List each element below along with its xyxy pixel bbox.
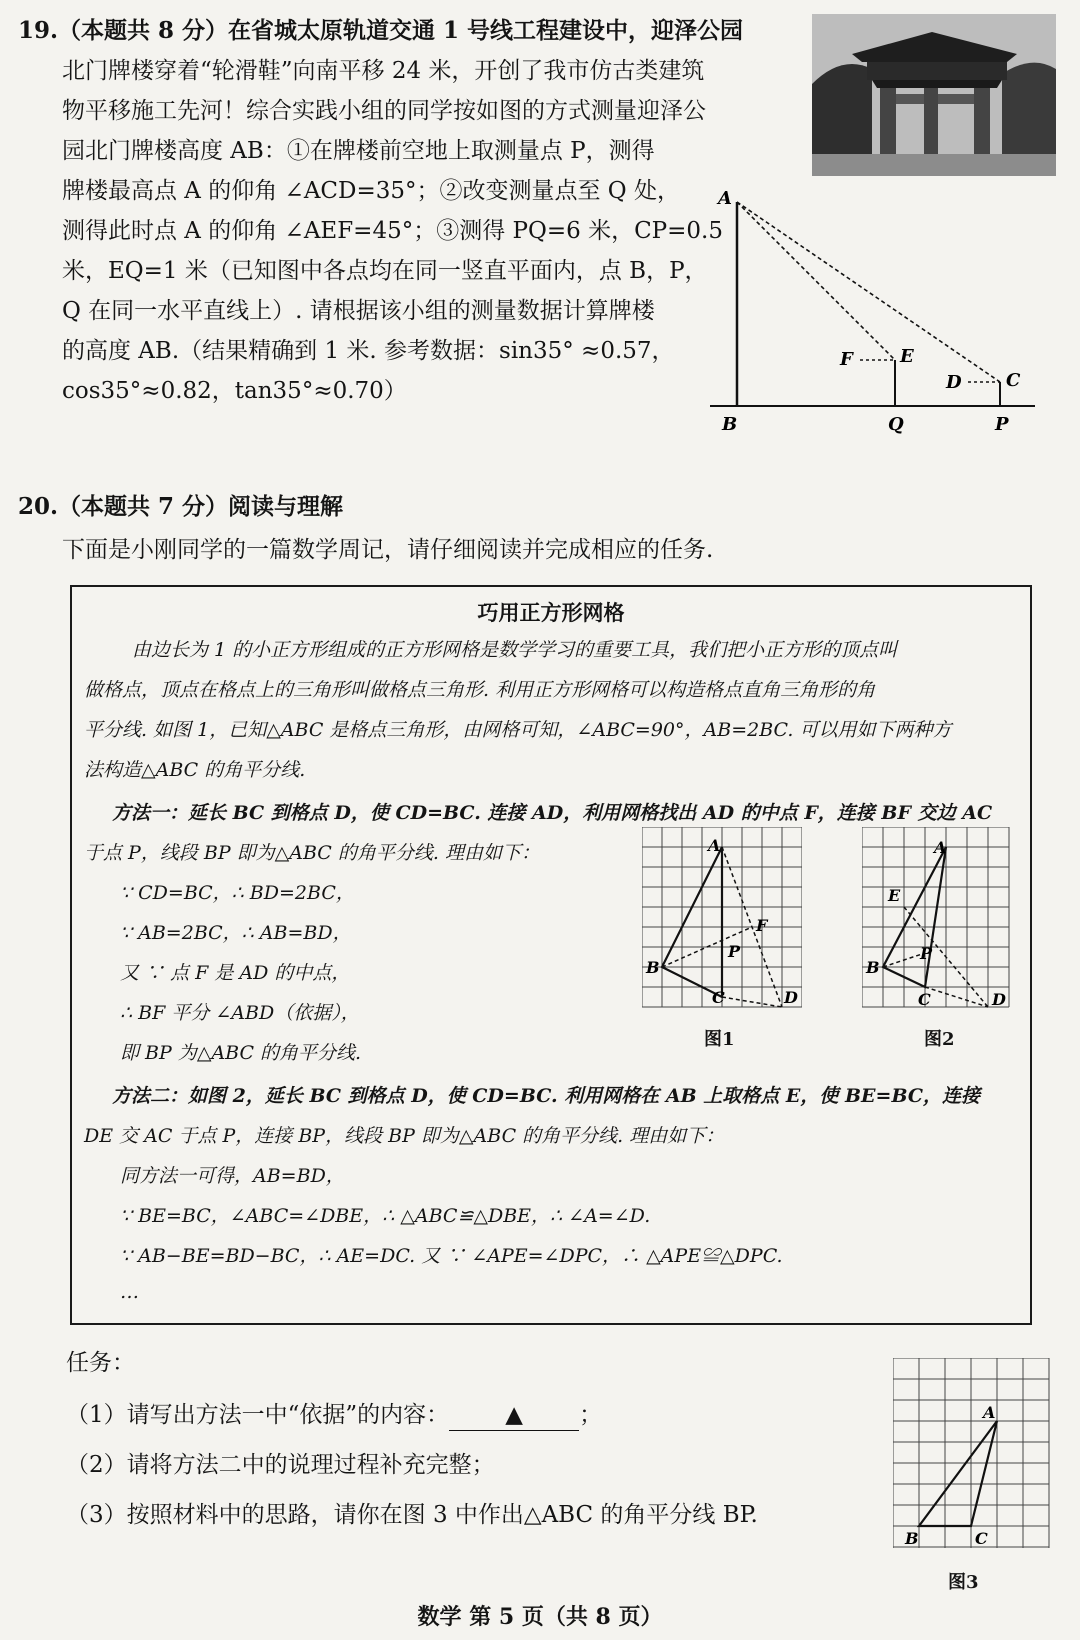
label-q: Q	[888, 414, 904, 435]
label-p: P	[995, 414, 1009, 435]
task-1-end: ；	[579, 1402, 603, 1428]
box-line-13: DE 交 AC 于点 P，连接 BP，线段 BP 即为△ABC 的角平分线. 理由如下：	[84, 1125, 725, 1147]
task-3: （3）按照材料中的思路，请你在图 3 中作出△ABC 的角平分线 BP.	[66, 1502, 758, 1528]
answer-blank[interactable]	[449, 1400, 579, 1431]
box-line-3: 平分线. 如图 1，已知△ABC 是格点三角形，由网格可知，∠ABC=90°，AB=2BC. 可以用如下两种方	[84, 719, 952, 741]
page-footer: 数学 第 5 页（共 8 页）	[417, 1604, 663, 1630]
q19-line-1: 19.（本题共 8 分）在省城太原轨道交通 1 号线工程建设中，迎泽公园	[18, 17, 744, 44]
reading-box	[70, 585, 1032, 1325]
box-line-7: ∵ CD=BC，∴ BD=2BC，	[120, 882, 355, 904]
task-1-text: （1）请写出方法一中“依据”的内容：	[66, 1402, 450, 1428]
box-line-6: 于点 P，线段 BP 即为△ABC 的角平分线. 理由如下：	[84, 842, 540, 864]
fig2-label-a: A	[934, 838, 947, 857]
fig1-label-b: B	[646, 958, 660, 977]
archway-illustration	[812, 14, 1056, 176]
fig1-label-c: C	[712, 988, 725, 1007]
fig3-label-b: B	[905, 1529, 919, 1548]
box-line-15: ∵ BE=BC，∠ABC=∠DBE，∴ △ABC≌△DBE，∴ ∠A=∠D.	[120, 1205, 651, 1227]
label-d: D	[946, 372, 962, 393]
box-line-14: 同方法一可得，AB=BD，	[120, 1165, 345, 1187]
fig3-label-a: A	[983, 1403, 996, 1422]
triangle-mark-icon: ▲	[505, 1402, 523, 1428]
figure-2-caption: 图2	[924, 1029, 955, 1050]
label-f: F	[840, 349, 853, 370]
label-b: B	[722, 414, 738, 435]
q19-line-5: 牌楼最高点 A 的仰角 ∠ACD=35°；②改变测量点至 Q 处，	[62, 178, 680, 204]
box-line-11: 即 BP 为△ABC 的角平分线.	[120, 1042, 362, 1064]
fig2-label-c: C	[918, 990, 931, 1009]
box-line-16: ∵ AB−BE=BD−BC，∴ AE=DC. 又 ∵ ∠APE=∠DPC，∴ △APE≌△DPC.	[120, 1245, 783, 1267]
fig3-label-c: C	[975, 1529, 988, 1548]
box-line-2: 做格点，顶点在格点上的三角形叫做格点三角形. 利用正方形网格可以构造格点直角三角形的角	[84, 679, 876, 701]
q19-figure	[700, 180, 1050, 440]
figure-1-caption: 图1	[704, 1029, 735, 1050]
sightline-ac	[737, 202, 1000, 382]
label-a: A	[718, 188, 732, 209]
q19-line-10: cos35°≈0.82，tan35°≈0.70）	[62, 378, 407, 404]
q19-line-2: 北门牌楼穿着“轮滑鞋”向南平移 24 米，开创了我市仿古类建筑	[62, 58, 705, 84]
q19-line-7: 米，EQ=1 米（已知图中各点均在同一竖直平面内，点 B，P，	[62, 258, 708, 284]
archway-photo	[812, 14, 1056, 176]
task-2: （2）请将方法二中的说理过程补充完整；	[66, 1452, 495, 1478]
q19-line-3: 物平移施工先河！综合实践小组的同学按如图的方式测量迎泽公	[62, 98, 706, 124]
figure-1-grid	[642, 827, 802, 1017]
fig1-label-a: A	[708, 836, 721, 855]
q19-line-8: Q 在同一水平直线上）. 请根据该小组的测量数据计算牌楼	[62, 298, 655, 324]
q19-line-6: 测得此时点 A 的仰角 ∠AEF=45°；③测得 PQ=6 米，CP=0.5	[62, 218, 723, 244]
fig1-label-f: F	[756, 916, 768, 935]
box-line-17: …	[120, 1281, 139, 1303]
task-1	[66, 1400, 602, 1431]
q19-line-9: 的高度 AB.（结果精确到 1 米. 参考数据：sin35° ≈0.57，	[62, 338, 675, 364]
q19-line-4: 园北门牌楼高度 AB：①在牌楼前空地上取测量点 P，测得	[62, 138, 655, 164]
label-e: E	[900, 346, 914, 367]
fig2-label-e: E	[888, 886, 901, 905]
label-c: C	[1006, 370, 1021, 391]
box-line-method1: 方法一：延长 BC 到格点 D，使 CD=BC. 连接 AD，利用网格找出 AD 的中点 F，连接 BF 交边 AC	[112, 802, 993, 824]
box-line-1: 由边长为 1 的小正方形组成的正方形网格是数学学习的重要工具，我们把小正方形的顶点叫	[132, 639, 898, 661]
box-line-4: 法构造△ABC 的角平分线.	[84, 759, 306, 781]
figure-3-caption: 图3	[948, 1572, 979, 1593]
figure-2-grid	[862, 827, 1012, 1017]
tasks-header: 任务：	[66, 1350, 135, 1376]
fig1-label-p: P	[728, 942, 741, 961]
sightline-ae	[737, 202, 895, 360]
box-line-8: ∵ AB=2BC，∴ AB=BD，	[120, 922, 352, 944]
reading-box-title: 巧用正方形网格	[477, 600, 625, 625]
box-line-10: ∴ BF 平分 ∠ABD（依据），	[120, 1002, 360, 1024]
fig2-label-d: D	[992, 990, 1006, 1009]
q20-header: 20.（本题共 7 分）阅读与理解	[18, 493, 344, 520]
figure-3-grid[interactable]	[893, 1358, 1053, 1558]
box-line-9: 又 ∵ 点 F 是 AD 的中点，	[120, 962, 351, 984]
box-line-method2: 方法二：如图 2，延长 BC 到格点 D，使 CD=BC. 利用网格在 AB 上取格点 E，使 BE=BC，连接	[112, 1085, 980, 1107]
q20-intro: 下面是小刚同学的一篇数学周记，请仔细阅读并完成相应的任务.	[62, 537, 714, 563]
fig1-label-d: D	[784, 988, 798, 1007]
fig2-label-p: P	[920, 944, 933, 963]
fig2-label-b: B	[866, 958, 880, 977]
